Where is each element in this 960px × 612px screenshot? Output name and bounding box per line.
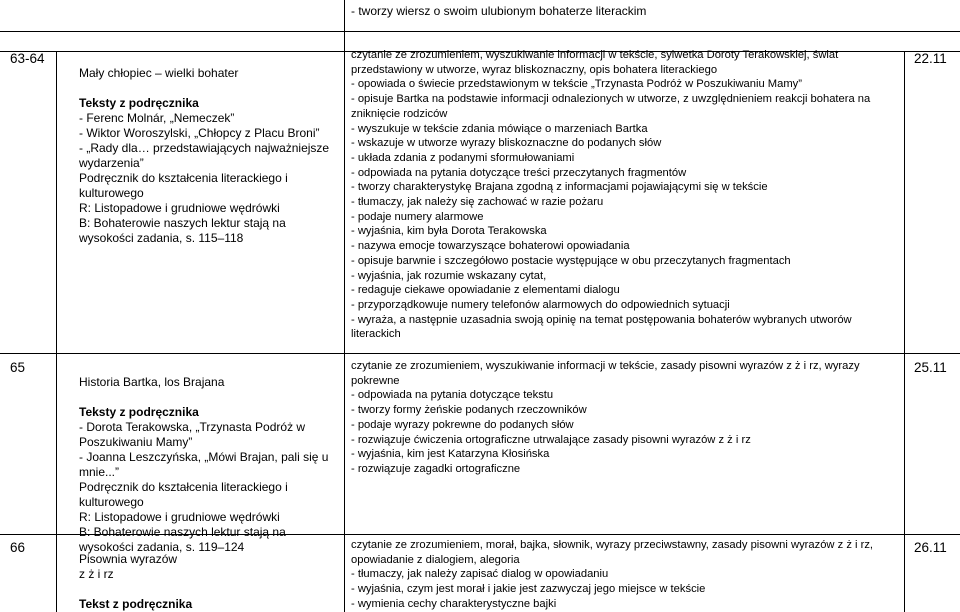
text-item: - Ferenc Molnár, „Nemeczek” [79, 111, 235, 125]
skill-item: - wyjaśnia, czym jest morał i jakie jest zazwyczaj jego miejsce w tekście [351, 583, 706, 596]
skill-item: - nazywa emocje towarzyszące bohaterowi opowiadania [351, 240, 630, 253]
skills-cell [351, 359, 896, 477]
skill-item: - przyporządkowuje numery telefonów alarmowych do odpowiednich sytuacji [351, 298, 730, 311]
source-item: B: Bohaterowie naszych lektur stają na wysokości zadania, s. 115–118 [79, 216, 286, 245]
skill-item: - układa zdania z podanymi sformułowaniami [351, 151, 575, 164]
skills-summary: czytanie ze zrozumieniem, morał, bajka, słownik, wyrazy przeciwstawny, zasady pisowni wyrazów z ż i rz, opowiadanie z dialogiem, alegoria [351, 539, 874, 566]
row-border-2 [0, 353, 960, 354]
source-item: Podręcznik do kształcenia literackiego i kulturowego [79, 171, 288, 200]
skill-item: - podaje wyrazy pokrewne do podanych słów [351, 418, 574, 431]
skill-item: - tworzy charakterystykę Brajana zgodną z informacjami pojawiającymi się w tekście [351, 181, 768, 194]
text-item: - Wiktor Woroszylski, „Chłopcy z Placu Broni” [79, 126, 320, 140]
skill-item: - tłumaczy, jak należy zapisać dialog w opowiadaniu [351, 568, 609, 581]
lesson-subtitle: z ż i rz [79, 567, 114, 581]
skill-item: - wyszukuje w tekście zdania mówiące o marzeniach Bartka [351, 122, 648, 135]
skills-cell [351, 48, 896, 342]
skill-item: - wyraża, a następnie uzasadnia swoją opinię na temat postępowania bohaterów wybranych utworów literackich [351, 313, 852, 341]
source-item: Podręcznik do kształcenia literackiego i kulturowego [79, 480, 288, 509]
lesson-number: 65 [10, 360, 26, 375]
lesson-number: 66 [10, 540, 26, 555]
skill-item: - rozwiązuje zagadki ortograficzne [351, 462, 521, 475]
lesson-date: 25.11 [914, 360, 947, 375]
skill-item: - podaje numery alarmowe [351, 210, 484, 223]
skill-item: - wskazuje w utworze wyrazy bliskoznaczne do podanych słów [351, 137, 662, 150]
skills-summary: czytanie ze zrozumieniem, wyszukiwanie informacji w tekście, sylwetka Doroty Terakowskiej, świat przedstawiony w utworze, wyraz bliskoznaczny, opis bohatera literackiego [351, 49, 839, 76]
skill-item: - wymienia cechy charakterystyczne bajki [351, 597, 557, 610]
lesson-topic-cell [79, 552, 341, 612]
texts-heading: Tekst z podręcznika [79, 597, 193, 611]
skill-item: - opowiada o świecie przedstawionym w tekście „Trzynasta Podróż w Poszukiwaniu Mamy” [351, 78, 802, 91]
texts-heading: Teksty z podręcznika [79, 405, 199, 419]
text-item: - Joanna Leszczyńska, „Mówi Brajan, pali się u mnie...” [79, 450, 329, 479]
lesson-topic-cell [79, 66, 341, 246]
source-item: B: Bohaterowie naszych lektur stają na wysokości zadania, s. 119–124 [79, 525, 286, 554]
skill-item: - wyjaśnia, kim była Dorota Terakowska [351, 225, 547, 238]
lesson-date: 26.11 [914, 540, 947, 555]
text-item: - „Rady dla… przedstawiających najważniejsze wydarzenia” [79, 141, 330, 170]
lesson-topic-cell [79, 375, 341, 555]
skill-item: - rozwiązuje ćwiczenia ortograficzne utrwalające zasady pisowni wyrazów z ż i rz [351, 433, 751, 446]
col-border-2 [344, 0, 345, 612]
skill-item: - tworzy formy żeńskie podanych rzeczowników [351, 404, 587, 417]
top-row-text: - tworzy wiersz o swoim ulubionym bohaterze literackim [351, 4, 647, 18]
skill-item: - opisuje Bartka na podstawie informacji odnalezionych w utworze, z uwzględnieniem reakcji bohatera na zniknięcie rodziców [351, 93, 871, 120]
skill-item: - redaguje ciekawe opowiadanie z elementami dialogu [351, 284, 620, 297]
skills-summary: czytanie ze zrozumieniem, wyszukiwanie informacji w tekście, zasady pisowni wyrazów z ż i rz, wyrazy pokrewne [351, 360, 860, 387]
col-border-3 [904, 51, 905, 612]
source-item: R: Listopadowe i grudniowe wędrówki [79, 201, 280, 215]
top-row-border [0, 31, 960, 32]
skill-item: - odpowiada na pytania dotyczące tekstu [351, 389, 554, 402]
lesson-date: 22.11 [914, 51, 947, 66]
skill-item: - wyjaśnia, jak rozumie wskazany cytat, [351, 269, 547, 282]
skill-item: - wyjaśnia, kim jest Katarzyna Kłosińska [351, 448, 550, 461]
source-item: R: Listopadowe i grudniowe wędrówki [79, 510, 280, 524]
lesson-title: Pisownia wyrazów [79, 552, 178, 566]
skills-cell [351, 538, 896, 612]
text-item: - Dorota Terakowska, „Trzynasta Podróż w Poszukiwaniu Mamy” [79, 420, 306, 449]
texts-heading: Teksty z podręcznika [79, 96, 199, 110]
lesson-title: Historia Bartka, los Brajana [79, 375, 225, 389]
col-border-1 [56, 51, 57, 612]
skill-item: - opisuje barwnie i szczegółowo postacie występujące w obu przeczytanych fragmentach [351, 254, 791, 267]
lesson-number: 63-64 [10, 51, 45, 66]
lesson-title: Mały chłopiec – wielki bohater [79, 66, 239, 80]
skill-item: - odpowiada na pytania dotyczące treści przeczytanych fragmentów [351, 166, 687, 179]
skill-item: - tłumaczy, jak należy się zachować w razie pożaru [351, 196, 604, 209]
